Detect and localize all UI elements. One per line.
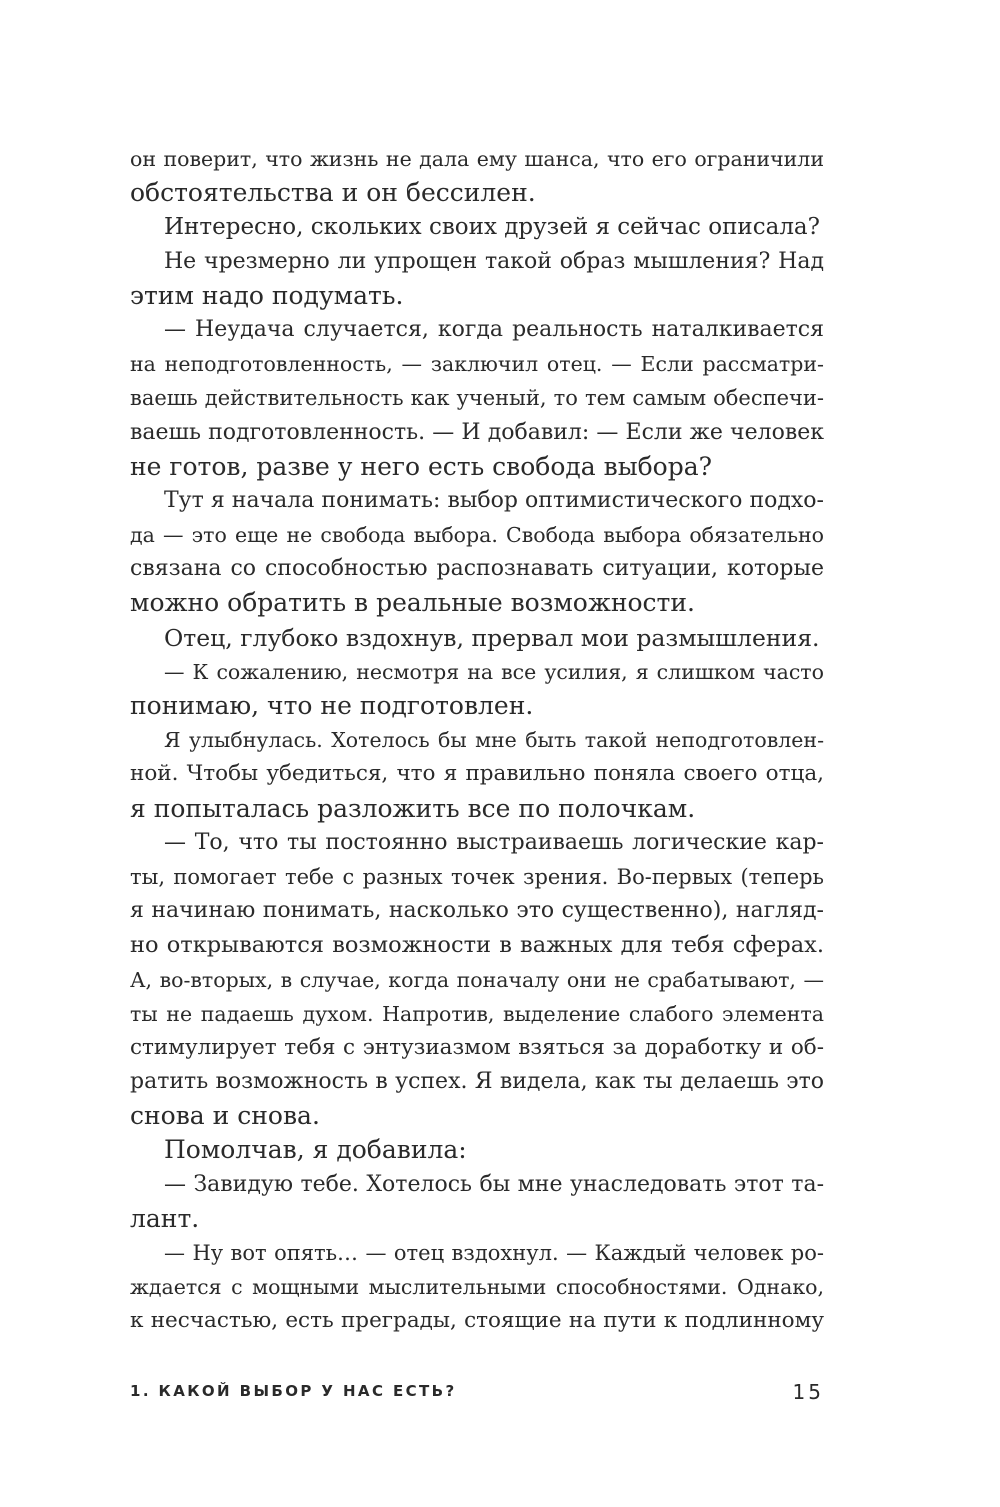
text-line: ваешь подготовленность. — И добавил: — Если же человек bbox=[130, 419, 824, 445]
text-line: ты не падаешь духом. Напротив, выделение слабого элемента bbox=[130, 1001, 824, 1026]
text-line: но открываются возможности в важных для тебя сферах. bbox=[130, 932, 824, 959]
text-line: Отец, глубоко вздохнув, прервал мои размышления. bbox=[164, 623, 820, 652]
text-line: ратить возможность в успех. Я видела, как ты делаешь это bbox=[130, 1069, 824, 1095]
text-line: ной. Чтобы убедиться, что я правильно поняла своего отца, bbox=[130, 761, 824, 787]
text-line: — То, что ты постоянно выстраиваешь логические кар- bbox=[164, 829, 824, 855]
text-line: он поверит, что жизнь не дала ему шанса, что его ограничили bbox=[130, 147, 824, 171]
text-line: ваешь действительность как ученый, то тем самым обеспечи- bbox=[130, 386, 824, 411]
text-line: — К сожалению, несмотря на все усилия, я слишком часто bbox=[164, 659, 824, 684]
text-line: — Ну вот опять… — отец вздохнул. — Каждый человек ро- bbox=[164, 1241, 824, 1265]
text-line: к несчастью, есть преграды, стоящие на пути к подлинному bbox=[130, 1308, 824, 1334]
text-line: этим надо подумать. bbox=[130, 280, 404, 310]
text-line: да — это еще не свобода выбора. Свобода выбора обязательно bbox=[130, 523, 824, 548]
page-footer bbox=[130, 1380, 824, 1408]
text-line: Помолчав, я добавила: bbox=[164, 1135, 467, 1165]
text-line: ты, помогает тебе с разных точек зрения. Во-первых (теперь bbox=[130, 864, 824, 889]
text-line: А, во-вторых, в случае, когда поначалу они не срабатывают, — bbox=[130, 967, 824, 992]
text-line: обстоятельства и он бессилен. bbox=[130, 178, 536, 208]
text-line: — Неудача случается, когда реальность наталкивается bbox=[164, 316, 824, 342]
text-line: я начинаю понимать, насколько это существенно), нагляд- bbox=[130, 898, 824, 924]
text-line: на неподготовленность, — заключил отец. — Если рассматри- bbox=[130, 352, 824, 377]
text-line: лант. bbox=[130, 1203, 200, 1233]
text-line: — Завидую тебе. Хотелось бы мне унаследовать этот та- bbox=[164, 1171, 824, 1197]
page-number: 15 bbox=[792, 1380, 824, 1404]
body-text bbox=[130, 142, 824, 1339]
text-line: связана со способностью распознавать ситуации, которые bbox=[130, 556, 824, 582]
text-line: стимулирует тебя с энтузиазмом взяться за доработку и об- bbox=[130, 1034, 824, 1060]
text-line: Я улыбнулась. Хотелось бы мне быть такой неподготовлен- bbox=[164, 728, 824, 753]
text-line: можно обратить в реальные возможности. bbox=[130, 588, 695, 618]
running-head: 1. КАКОЙ ВЫБОР У НАС ЕСТЬ? bbox=[130, 1382, 457, 1400]
text-line: ждается с мощными мыслительными способностями. Однако, bbox=[130, 1275, 824, 1300]
text-line: я попыталась разложить все по полочкам. bbox=[130, 793, 696, 823]
text-line: не готов, разве у него есть свобода выбора? bbox=[130, 451, 713, 481]
text-line: понимаю, что не подготовлен. bbox=[130, 691, 534, 720]
text-line: Тут я начала понимать: выбор оптимистического подхо- bbox=[164, 487, 824, 513]
text-line: Интересно, скольких своих друзей я сейчас описала? bbox=[164, 214, 820, 241]
text-line: снова и снова. bbox=[130, 1101, 320, 1131]
text-line: Не чрезмерно ли упрощен такой образ мышления? Над bbox=[164, 248, 824, 274]
